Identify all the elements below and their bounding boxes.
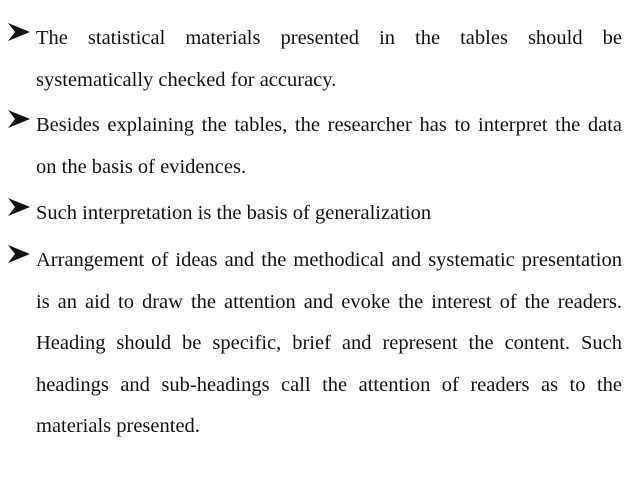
- bullet-text: The statistical materials presented in the tables should be systematically checked for accuracy.: [36, 27, 622, 91]
- bullet-item: [8, 240, 622, 448]
- arrow-bullet-icon: [8, 23, 30, 41]
- arrow-bullet-icon: [8, 110, 30, 128]
- bullet-text: Besides explaining the tables, the researcher has to interpret the data on the basis of evidences.: [36, 114, 622, 178]
- arrow-bullet-icon: [8, 198, 30, 216]
- bullet-item: [8, 18, 622, 101]
- bullet-text: Such interpretation is the basis of generalization: [36, 202, 432, 224]
- arrow-bullet-icon: [8, 245, 30, 263]
- bullet-item: [8, 193, 622, 235]
- bullet-item: [8, 105, 622, 188]
- bullet-text: Arrangement of ideas and the methodical and systematic presentation is an aid to draw the attention and evoke the interest of the readers. Heading should be specific, brief and represent the content. Such headings and sub-headings call the attention of readers as to the materials presented.: [36, 249, 622, 437]
